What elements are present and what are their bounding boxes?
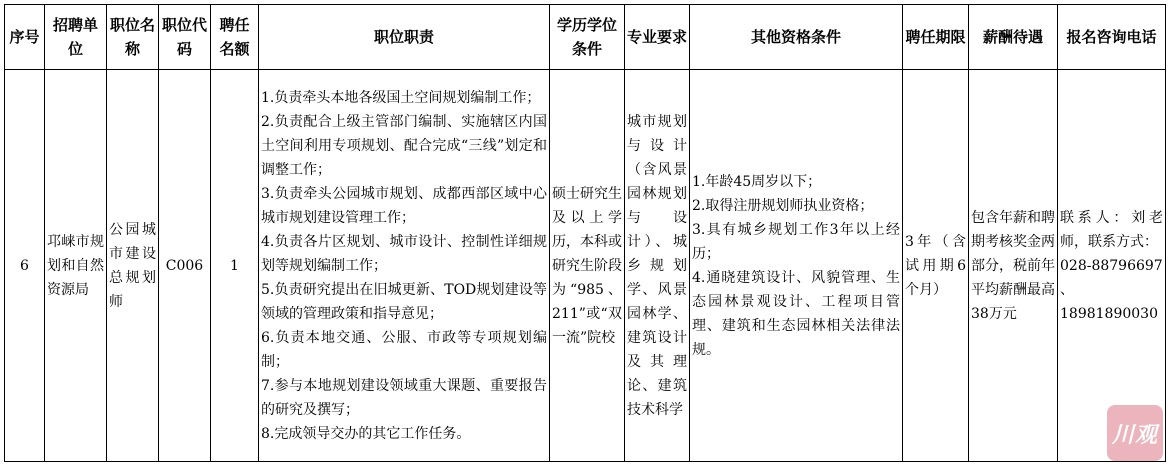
- qual-item: 3.具有城乡规划工作3年以上经历；: [692, 221, 900, 262]
- header-row: [5, 5, 1166, 70]
- cell-seq: 6: [5, 70, 45, 462]
- duty-item: 6.负责本地交通、公服、市政等专项规划编制；: [261, 329, 547, 370]
- header-salary: 薪酬待遇: [969, 5, 1058, 70]
- duty-item: 1.负责牵头本地各级国土空间规划编制工作；: [261, 89, 541, 106]
- cell-other-quals: [690, 70, 903, 462]
- cell-count: 1: [211, 70, 259, 462]
- duty-item: 2.负责配合上级主管部门编制、实施辖区内国土空间利用专项规划、配合完成“三线”划定和调整工作；: [261, 113, 547, 178]
- contact-phone-1: 028-88796697: [1060, 257, 1163, 274]
- header-seq: 序号: [5, 5, 45, 70]
- contact-person: 联系人：刘老师，联系方式：: [1060, 209, 1163, 250]
- duty-item: 7.参与本地规划建设领域重大课题、重要报告的研究及撰写；: [261, 377, 547, 418]
- duty-item: 4.负责各片区规划、城市设计、控制性详细规划等规划编制工作；: [261, 233, 547, 274]
- header-term: 聘任期限: [903, 5, 969, 70]
- cell-position-code: C006: [159, 70, 211, 462]
- header-count: 聘任名额: [211, 5, 259, 70]
- contact-phone-2: 、18981890030: [1060, 281, 1158, 322]
- header-unit: 招聘单位: [45, 5, 107, 70]
- table-row: [5, 70, 1166, 462]
- qual-item: 4.通晓建筑设计、风貌管理、生态园林景观设计、工程项目管理、建筑和生态园林相关法律法规。: [692, 269, 900, 358]
- cell-unit: 邛崃市规划和自然资源局: [45, 70, 107, 462]
- cell-contact: [1058, 70, 1166, 462]
- job-table: [4, 4, 1166, 462]
- duty-item: 3.负责牵头公园城市规划、成都西部区域中心城市规划建设管理工作；: [261, 185, 547, 226]
- duty-item: 8.完成领导交办的其它工作任务。: [261, 425, 471, 442]
- cell-salary: 包含年薪和聘期考核奖金两部分，税前年平均薪酬最高38万元: [969, 70, 1058, 462]
- qual-item: 2.取得注册规划师执业资格；: [692, 197, 874, 214]
- qual-item: 1.年龄45周岁以下；: [692, 173, 822, 190]
- cell-term: 3年（含试用期6个月）: [903, 70, 969, 462]
- cell-education: 硕士研究生及以上学历，本科或研究生阶段为“985、211”或“双一流”院校: [550, 70, 625, 462]
- cell-duties: [259, 70, 550, 462]
- header-position-name: 职位名称: [107, 5, 159, 70]
- header-other-quals: 其他资格条件: [690, 5, 903, 70]
- header-contact: 报名咨询电话: [1058, 5, 1166, 70]
- cell-position-name: 公园城市建设总规划师: [107, 70, 159, 462]
- header-position-code: 职位代码: [159, 5, 211, 70]
- header-education: 学历学位条件: [550, 5, 625, 70]
- watermark-logo: 川观: [1107, 405, 1163, 461]
- header-major: 专业要求: [625, 5, 690, 70]
- duty-item: 5.负责研究提出在旧城更新、TOD规划建设等领域的管理政策和指导意见；: [261, 281, 547, 322]
- header-duties: 职位职责: [259, 5, 550, 70]
- cell-major: 城市规划与设计（含风景园林规划与设计）、城乡规划学、风景园林学、建筑设计及其理论、建筑技术科学: [625, 70, 690, 462]
